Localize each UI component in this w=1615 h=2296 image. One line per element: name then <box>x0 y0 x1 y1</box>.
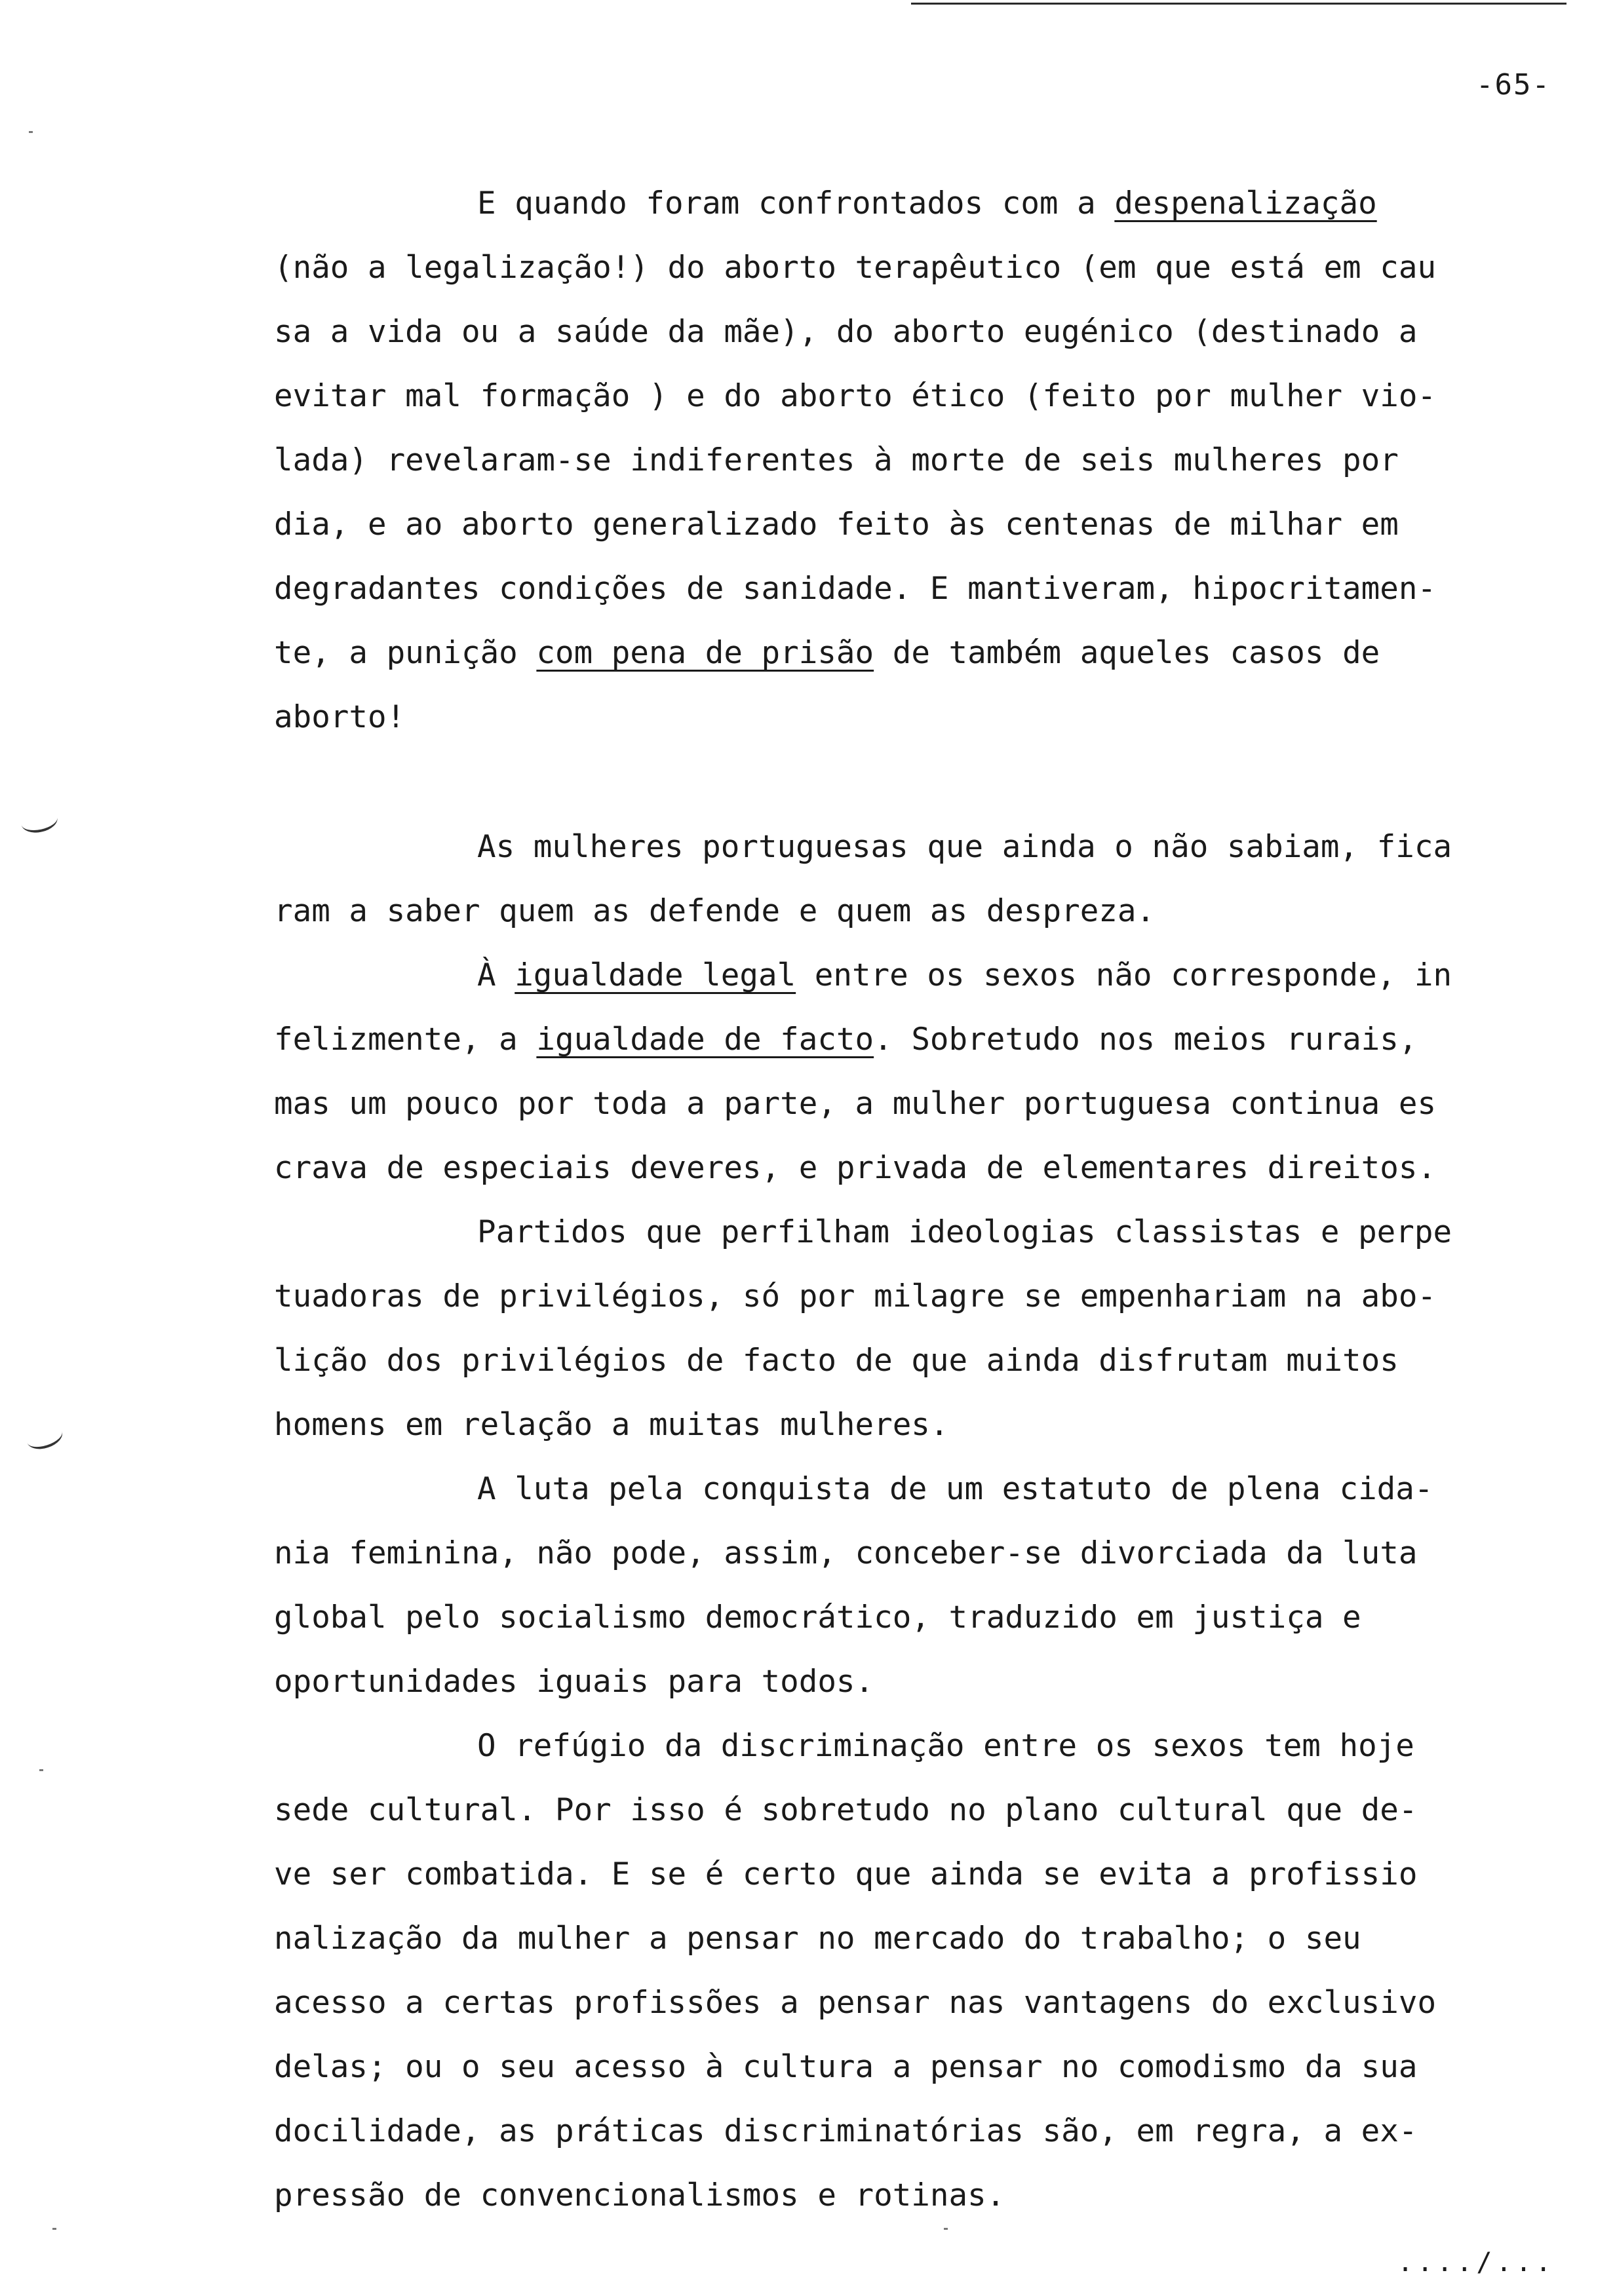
text-segment: tuadoras de privilégios, só por milagre se empenhariam na abo- <box>274 1278 1437 1314</box>
text-line <box>274 300 1519 364</box>
scan-speck <box>29 131 33 133</box>
text-segment: degradantes condições de sanidade. E mantiveram, hipocritamen- <box>274 571 1437 607</box>
paragraph-gap <box>274 750 1519 815</box>
underlined-phrase: despenalização <box>1114 185 1377 221</box>
margin-check-mark <box>24 1421 66 1453</box>
text-segment: acesso a certas profissões a pensar nas vantagens do exclusivo <box>274 1985 1437 2021</box>
body-text <box>274 172 1519 2228</box>
text-segment: sa a vida ou a saúde da mãe), do aborto eugénico (destinado a <box>274 314 1418 350</box>
text-line <box>274 1265 1519 1329</box>
text-segment: te, a punição <box>274 635 537 671</box>
text-line <box>274 236 1519 300</box>
text-line <box>274 1008 1519 1072</box>
text-segment: A luta pela conquista de um estatuto de plena cida- <box>477 1471 1433 1507</box>
text-segment: homens em relação a muitas mulheres. <box>274 1407 949 1443</box>
text-segment: global pelo socialismo democrático, traduzido em justiça e <box>274 1599 1361 1636</box>
text-line <box>274 1971 1519 2035</box>
text-line <box>274 1329 1519 1393</box>
margin-check-mark <box>19 807 60 836</box>
top-rule <box>911 3 1566 5</box>
text-line <box>274 2164 1519 2228</box>
text-line <box>274 557 1519 621</box>
underlined-phrase: com pena de prisão <box>536 635 874 671</box>
text-line <box>274 1907 1519 1971</box>
text-segment: aborto! <box>274 699 406 735</box>
text-segment: entre os sexos não corresponde, in <box>796 957 1452 993</box>
text-line <box>274 685 1519 750</box>
text-segment: mas um pouco por toda a parte, a mulher portuguesa continua es <box>274 1086 1437 1122</box>
paragraph-first-line <box>274 944 1519 1008</box>
text-segment: delas; ou o seu acesso à cultura a pensar no comodismo da sua <box>274 2049 1418 2085</box>
continuation-mark: ..../... <box>1397 2248 1555 2278</box>
text-line <box>274 1072 1519 1136</box>
text-line <box>274 1843 1519 1907</box>
text-segment: evitar mal formação ) e do aborto ético (feito por mulher vio- <box>274 378 1437 414</box>
text-segment: felizmente, a <box>274 1022 537 1058</box>
text-segment: O refúgio da discriminação entre os sexos tem hoje <box>477 1728 1414 1764</box>
text-segment: As mulheres portuguesas que ainda o não sabiam, fica <box>477 829 1452 865</box>
text-segment: Partidos que perfilham ideologias classistas e perpe <box>477 1214 1452 1250</box>
paragraph-first-line <box>274 815 1519 879</box>
text-segment: lição dos privilégios de facto de que ainda disfrutam muitos <box>274 1343 1399 1379</box>
text-segment: nalização da mulher a pensar no mercado do trabalho; o seu <box>274 1921 1361 1957</box>
text-line <box>274 1393 1519 1457</box>
text-segment: E quando foram confrontados com a <box>477 185 1115 221</box>
text-line <box>274 493 1519 557</box>
text-segment: pressão de convencionalismos e rotinas. <box>274 2177 1005 2213</box>
text-segment: ve ser combatida. E se é certo que ainda se evita a profissio <box>274 1856 1418 1892</box>
paragraph-first-line <box>274 1200 1519 1265</box>
text-line <box>274 879 1519 944</box>
text-line <box>274 2035 1519 2099</box>
scan-speck <box>944 2228 948 2230</box>
text-segment: dia, e ao aborto generalizado feito às centenas de milhar em <box>274 507 1399 543</box>
scan-speck <box>52 2228 56 2230</box>
text-line <box>274 621 1519 685</box>
underlined-phrase: igualdade de facto <box>536 1022 874 1058</box>
text-line <box>274 1136 1519 1200</box>
text-segment: . Sobretudo nos meios rurais, <box>874 1022 1418 1058</box>
text-segment: crava de especiais deveres, e privada de elementares direitos. <box>274 1150 1437 1186</box>
text-segment: ram a saber quem as defende e quem as despreza. <box>274 893 1156 929</box>
text-segment: sede cultural. Por isso é sobretudo no plano cultural que de- <box>274 1792 1418 1828</box>
text-line <box>274 1521 1519 1586</box>
page-number: -65- <box>1476 68 1551 102</box>
text-segment: oportunidades iguais para todos. <box>274 1664 874 1700</box>
text-segment: docilidade, as práticas discriminatórias são, em regra, a ex- <box>274 2113 1418 2149</box>
paragraph-first-line <box>274 172 1519 236</box>
text-line <box>274 364 1519 429</box>
text-segment: (não a legalização!) do aborto terapêutico (em que está em cau <box>274 250 1437 286</box>
text-line <box>274 429 1519 493</box>
text-line <box>274 2099 1519 2164</box>
text-line <box>274 1650 1519 1714</box>
text-line <box>274 1778 1519 1843</box>
text-segment: nia feminina, não pode, assim, conceber-se divorciada da luta <box>274 1535 1418 1571</box>
text-line <box>274 1586 1519 1650</box>
paragraph-first-line <box>274 1457 1519 1521</box>
underlined-phrase: igualdade legal <box>515 957 796 993</box>
scan-speck <box>39 1769 43 1771</box>
text-segment: lada) revelaram-se indiferentes à morte de seis mulheres por <box>274 442 1399 478</box>
text-segment: de também aqueles casos de <box>874 635 1380 671</box>
paragraph-first-line <box>274 1714 1519 1778</box>
text-segment: À <box>477 957 515 993</box>
